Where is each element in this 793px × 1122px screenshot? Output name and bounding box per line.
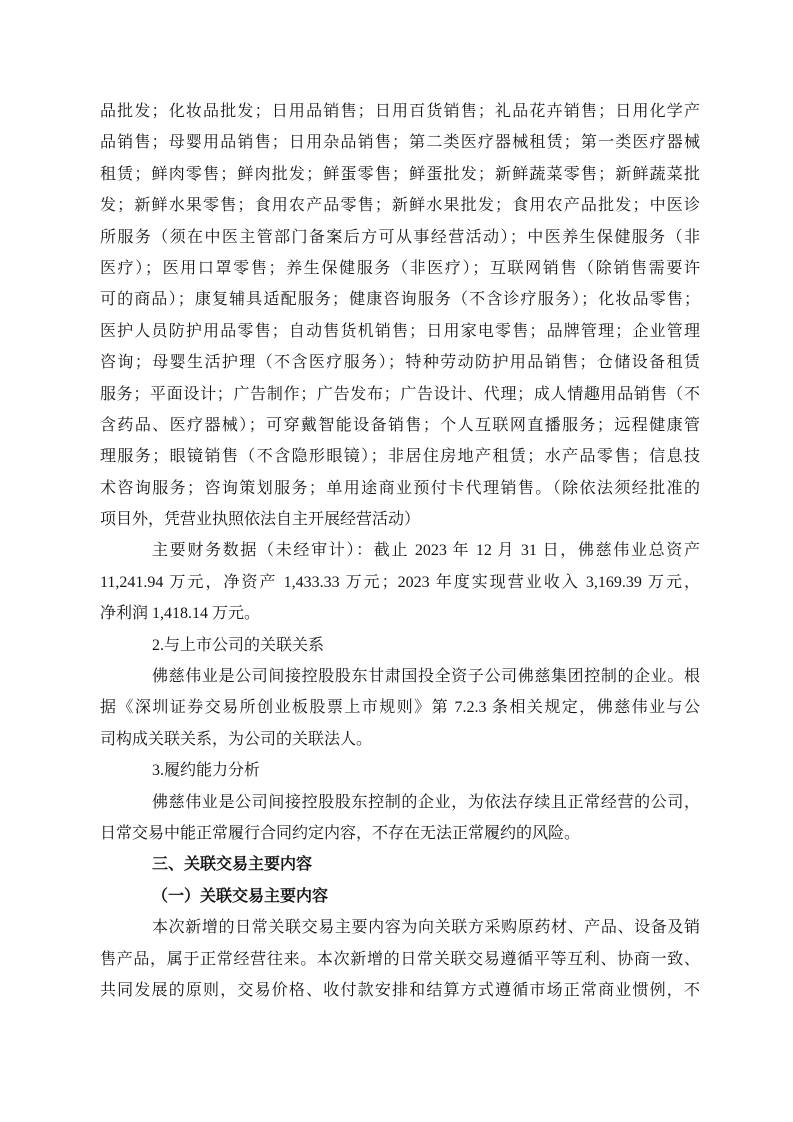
text-line: 医疗）；医用口罩零售；养生保健服务（非医疗）；互联网销售（除销售需要许 [100, 259, 700, 277]
text-line: 11,241.94 万元，净资产 1,433.33 万元；2023 年度实现营业收入 3,169.39 万元， [100, 573, 700, 591]
text-line: 术咨询服务；咨询策划服务；单用途商业预付卡代理销售。（除依法须经批准的 [100, 479, 700, 497]
text-line: 据《深圳证券交易所创业板股票上市规则》第 7.2.3 条相关规定，佛慈伟业与公 [100, 699, 700, 717]
document-body [100, 96, 700, 1006]
text-line: 项目外，凭营业执照依法自主开展经营活动） [100, 511, 421, 529]
text-line: 服务；平面设计；广告制作；广告发布；广告设计、代理；成人情趣用品销售（不 [100, 385, 700, 403]
text-line: 品销售；母婴用品销售；日用杂品销售；第二类医疗器械租赁；第一类医疗器械 [100, 134, 700, 152]
text-line: 佛慈伟业是公司间接控股股东控制的企业，为依法存续且正常经营的公司， [152, 793, 700, 811]
section-heading: 三、关联交易主要内容 [152, 856, 313, 874]
text-line: 可的商品）；康复辅具适配服务；健康咨询服务（不含诊疗服务）；化妆品零售； [100, 291, 700, 309]
text-line: 咨询；母婴生活护理（不含医疗服务）；特种劳动防护用品销售；仓储设备租赁 [100, 354, 700, 372]
section-heading: （一）关联交易主要内容 [152, 887, 329, 905]
text-line: 日常交易中能正常履行合同约定内容，不存在无法正常履约的风险。 [100, 824, 581, 842]
text-line: 佛慈伟业是公司间接控股股东甘肃国投全资子公司佛慈集团控制的企业。根 [152, 668, 700, 686]
text-line: 主要财务数据（未经审计）：截止 2023 年 12 月 31 日，佛慈伟业总资产 [152, 542, 700, 560]
text-line: 3.履约能力分析 [152, 762, 261, 780]
text-line: 理服务；眼镜销售（不含隐形眼镜）；非居住房地产租赁；水产品零售；信息技 [100, 448, 700, 466]
text-line: 含药品、医疗器械）；可穿戴智能设备销售；个人互联网直播服务；远程健康管 [100, 416, 700, 434]
text-line: 租赁；鲜肉零售；鲜肉批发；鲜蛋零售；鲜蛋批发；新鲜蔬菜零售；新鲜蔬菜批 [100, 165, 700, 183]
text-line: 医护人员防护用品零售；自动售货机销售；日用家电零售；品牌管理；企业管理 [100, 322, 700, 340]
text-line: 司构成关联关系，为公司的关联法人。 [100, 730, 373, 748]
text-line: 品批发；化妆品批发；日用品销售；日用百货销售；礼品花卉销售；日用化学产 [100, 103, 700, 120]
text-line: 2.与上市公司的关联关系 [152, 636, 325, 654]
text-line: 共同发展的原则，交易价格、收付款安排和结算方式遵循市场正常商业惯例，不 [100, 981, 700, 999]
text-line: 净利润 1,418.14 万元。 [100, 605, 261, 623]
text-line: 所服务（须在中医主管部门备案后方可从事经营活动）；中医养生保健服务（非 [100, 228, 700, 246]
text-line: 售产品，属于正常经营往来。本次新增的日常关联交易遵循平等互利、协商一致、 [100, 950, 700, 968]
text-line: 发；新鲜水果零售；食用农产品零售；新鲜水果批发；食用农产品批发；中医诊 [100, 197, 700, 215]
text-line: 本次新增的日常关联交易主要内容为向关联方采购原药材、产品、设备及销 [152, 919, 700, 937]
